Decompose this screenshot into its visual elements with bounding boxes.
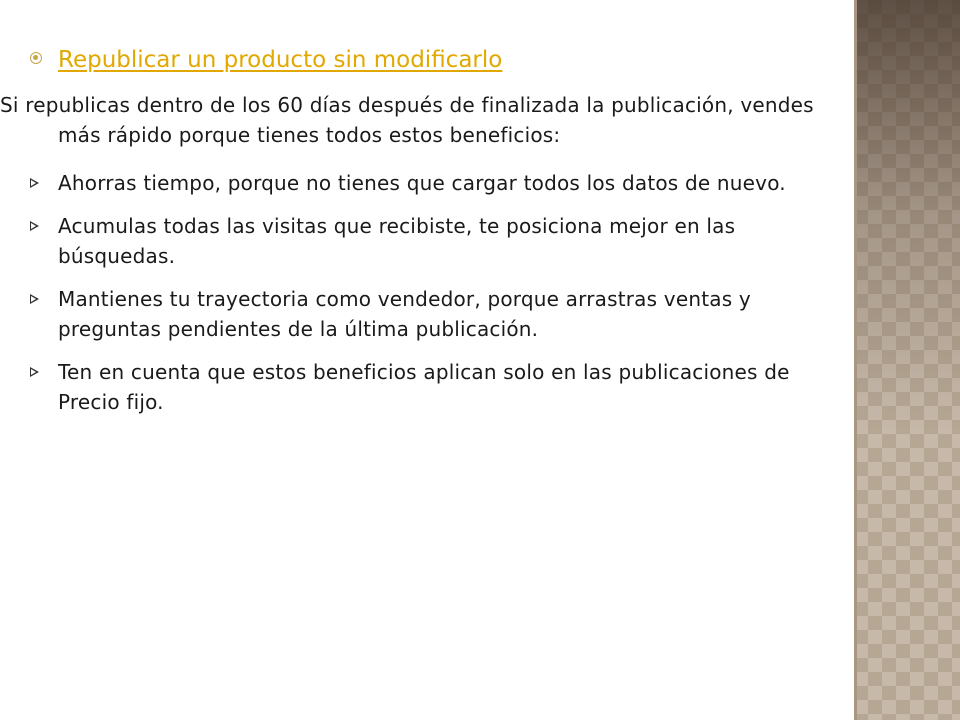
heading-link[interactable]: Republicar un producto sin modificarlo	[58, 47, 503, 73]
bullet-list	[0, 168, 848, 417]
list-item-text: Ahorras tiempo, porque no tienes que cargar todos los datos de nuevo.	[58, 171, 786, 195]
arrow-bullet-icon	[30, 178, 39, 188]
slide-content	[0, 40, 848, 430]
list-item-text: Mantienes tu trayectoria como vendedor, porque arrastras ventas y preguntas pendientes de la última publicación.	[58, 287, 751, 341]
arrow-bullet-icon	[30, 294, 39, 304]
arrow-bullet-icon	[30, 221, 39, 231]
list-item	[0, 284, 848, 344]
list-item	[0, 357, 848, 417]
heading-row	[30, 40, 848, 80]
list-item	[0, 211, 848, 271]
decorative-sidebar	[854, 0, 960, 720]
arrow-bullet-icon	[30, 367, 39, 377]
list-item	[0, 168, 848, 198]
list-item-text: Acumulas todas las visitas que recibiste, te posiciona mejor en las búsquedas.	[58, 214, 736, 268]
circle-bullet-icon	[30, 52, 42, 64]
list-item-text: Ten en cuenta que estos beneficios aplican solo en las publicaciones de Precio fijo.	[58, 360, 790, 414]
sidebar-edge	[854, 0, 857, 720]
intro-paragraph: Si republicas dentro de los 60 días después de finalizada la publicación, vendes más rápido porque tienes todos estos beneficios:	[0, 93, 814, 147]
